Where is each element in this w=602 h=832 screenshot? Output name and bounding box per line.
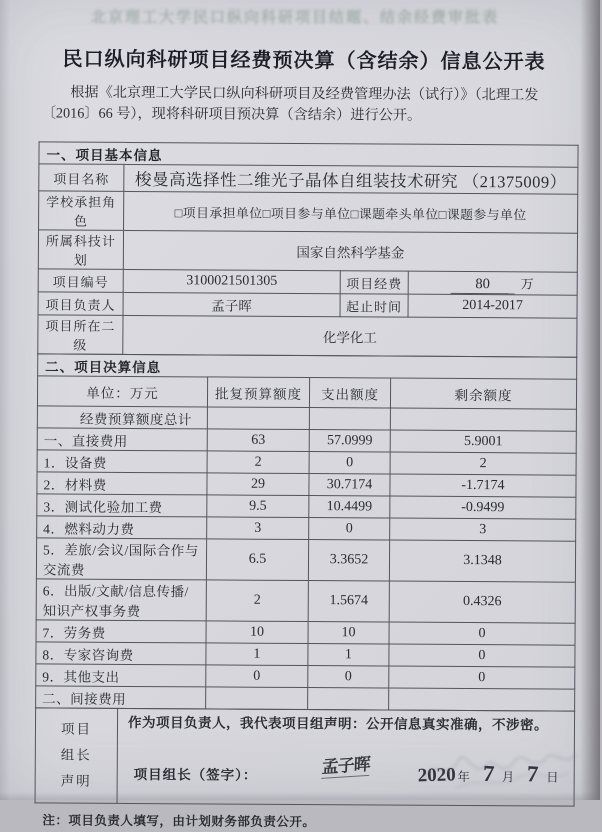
role-label: 学校承担角色 bbox=[39, 191, 124, 231]
funds-label: 项目经费 bbox=[340, 271, 408, 294]
role-checkbox-options: □项目承担单位□项目参与单位□课题牵头单位□课题参与单位 bbox=[124, 191, 578, 233]
day-suffix: 日 bbox=[546, 770, 560, 785]
table-row bbox=[39, 164, 578, 194]
budget-row-label: 7．劳务费 bbox=[36, 620, 206, 643]
approved-value bbox=[206, 687, 308, 710]
division-label: 项目所在二级 bbox=[38, 315, 123, 355]
table-row bbox=[36, 664, 575, 689]
remaining-value: 0 bbox=[389, 644, 575, 667]
funds-value: 80 bbox=[451, 275, 515, 293]
spent-value: 0 bbox=[308, 666, 389, 688]
handwritten-signature: 孟子晖 bbox=[321, 750, 370, 779]
col-header-spent: 支出额度 bbox=[309, 378, 390, 408]
table-row bbox=[38, 315, 577, 357]
funds-value-cell bbox=[408, 271, 577, 295]
remaining-value: 0.4326 bbox=[389, 581, 575, 623]
approved-value: 3 bbox=[207, 517, 309, 540]
table-row bbox=[36, 579, 575, 623]
budget-row-label: 6．出版/文献/信息传播/知识产权事务费 bbox=[36, 579, 206, 621]
side-label-line: 声明 bbox=[60, 773, 92, 789]
spent-value: 3.3652 bbox=[308, 540, 389, 581]
intro-paragraph: 根据《北京理工大学民口纵向科研项目及经费管理办法（试行）》（北理工发〔2016〕66 号），现将科研项目预决算（含结余）进行公开。 bbox=[41, 84, 539, 124]
section-1-header: 一、项目基本信息 bbox=[39, 142, 578, 167]
col-header-unit: 单位：万元 bbox=[37, 376, 207, 407]
side-label-line: 项目 bbox=[60, 721, 93, 737]
budget-row-label: 3．测试化验加工费 bbox=[37, 494, 207, 517]
basic-info-table bbox=[37, 141, 578, 357]
table-row bbox=[36, 642, 575, 667]
project-name-label: 项目名称 bbox=[39, 164, 124, 192]
program-value: 国家自然科学基金 bbox=[123, 230, 577, 272]
approved-value bbox=[207, 407, 309, 430]
declaration-statement: 作为项目负责人，我代表项目组声明：公开信息真实准确，不涉密。 bbox=[127, 714, 549, 733]
funds-unit: 万 bbox=[520, 275, 535, 291]
approved-value: 9.5 bbox=[207, 495, 309, 518]
col-header-remaining: 剩余额度 bbox=[390, 378, 576, 409]
spent-value bbox=[308, 688, 389, 710]
approved-value: 2 bbox=[207, 451, 309, 474]
handwritten-day: 7 bbox=[526, 761, 539, 788]
table-row bbox=[38, 292, 577, 318]
spent-value: 57.0999 bbox=[309, 430, 390, 452]
paper-edge-right bbox=[580, 0, 600, 800]
remaining-value: -0.9499 bbox=[390, 496, 576, 519]
approved-value: 1 bbox=[206, 643, 308, 666]
footer-note: 注：项目负责人填写，由计划财务部负责公开。 bbox=[42, 813, 316, 830]
paper-edge-bottom bbox=[0, 792, 600, 800]
table-row bbox=[36, 686, 575, 711]
side-label-line: 组长 bbox=[60, 747, 92, 763]
budget-row-label: 9．其他支出 bbox=[36, 664, 206, 687]
budget-row-label: 8．专家咨询费 bbox=[36, 642, 206, 665]
approved-value: 29 bbox=[207, 473, 309, 496]
col-header-approved: 批复预算额度 bbox=[207, 377, 309, 408]
budget-row-label: 5．差旅/会议/国际合作与交流费 bbox=[36, 538, 206, 580]
table-row bbox=[38, 269, 577, 295]
approved-value: 10 bbox=[206, 621, 308, 644]
table-row bbox=[38, 230, 577, 272]
budget-row-label: 经费预算额度总计 bbox=[37, 406, 207, 429]
declaration-side-label bbox=[35, 708, 118, 803]
budget-row-label: 4．燃料动力费 bbox=[37, 516, 207, 539]
spent-value: 10.4499 bbox=[309, 496, 390, 518]
paper-edge-left bbox=[0, 0, 10, 800]
budget-row-label: 1．设备费 bbox=[37, 450, 207, 473]
spent-value: 10 bbox=[308, 622, 389, 644]
spent-value: 1.5674 bbox=[308, 581, 389, 622]
period-label: 起止时间 bbox=[340, 294, 408, 317]
bleed-through-text: 北京理工大学民口纵向科研项目结题、结余经费审批表 bbox=[90, 9, 499, 26]
remaining-value: -1.7174 bbox=[390, 474, 576, 497]
leader-label: 项目负责人 bbox=[38, 292, 123, 316]
spent-value: 0 bbox=[309, 518, 390, 540]
approved-value: 0 bbox=[206, 665, 308, 688]
table-row bbox=[37, 428, 576, 453]
remaining-value: 0 bbox=[389, 666, 575, 689]
handwritten-month: 7 bbox=[481, 761, 495, 787]
spent-value bbox=[309, 408, 390, 430]
program-label: 所属科技计划 bbox=[38, 230, 123, 270]
remaining-value: 2 bbox=[390, 452, 576, 475]
budget-table bbox=[35, 353, 577, 711]
remaining-value bbox=[390, 408, 576, 431]
spent-value: 1 bbox=[308, 644, 389, 666]
month-suffix: 月 bbox=[501, 770, 516, 785]
remaining-value: 3 bbox=[390, 518, 576, 541]
project-no-value: 3100021501305 bbox=[123, 269, 340, 293]
table-row bbox=[36, 538, 575, 582]
budget-header-row bbox=[37, 376, 576, 409]
leader-value: 孟子晖 bbox=[123, 292, 340, 316]
approved-value: 2 bbox=[206, 580, 308, 622]
project-name-value: 梭曼高选择性二维光子晶体自组装技术研究 （21375009） bbox=[124, 164, 578, 194]
document-title: 民口纵向科研项目经费预决算（含结余）信息公开表 bbox=[62, 48, 546, 74]
table-row bbox=[37, 406, 576, 431]
division-value: 化学化工 bbox=[123, 315, 577, 357]
period-value: 2014-2017 bbox=[408, 294, 577, 318]
section-2-header: 二、项目决算信息 bbox=[38, 354, 577, 379]
budget-row-label: 二、间接费用 bbox=[36, 686, 206, 709]
table-row bbox=[37, 494, 576, 519]
year-suffix: 年 bbox=[457, 770, 471, 785]
remaining-value: 0 bbox=[389, 622, 575, 645]
spent-value: 0 bbox=[309, 452, 390, 474]
approved-value: 63 bbox=[207, 429, 309, 452]
sign-label: 项目组长（签字）： bbox=[133, 767, 258, 784]
spent-value: 30.7174 bbox=[309, 474, 390, 496]
remaining-value: 3.1348 bbox=[389, 540, 575, 582]
handwritten-year: 2020 bbox=[417, 764, 456, 787]
approved-value: 6.5 bbox=[206, 539, 308, 581]
table-row bbox=[37, 516, 576, 541]
budget-row-label: 2．材料费 bbox=[37, 472, 207, 495]
budget-row-label: 一、直接费用 bbox=[37, 428, 207, 451]
remaining-value: 5.9001 bbox=[390, 430, 576, 453]
remaining-value bbox=[389, 688, 575, 711]
project-no-label: 项目编号 bbox=[38, 269, 123, 293]
table-row bbox=[39, 191, 578, 233]
